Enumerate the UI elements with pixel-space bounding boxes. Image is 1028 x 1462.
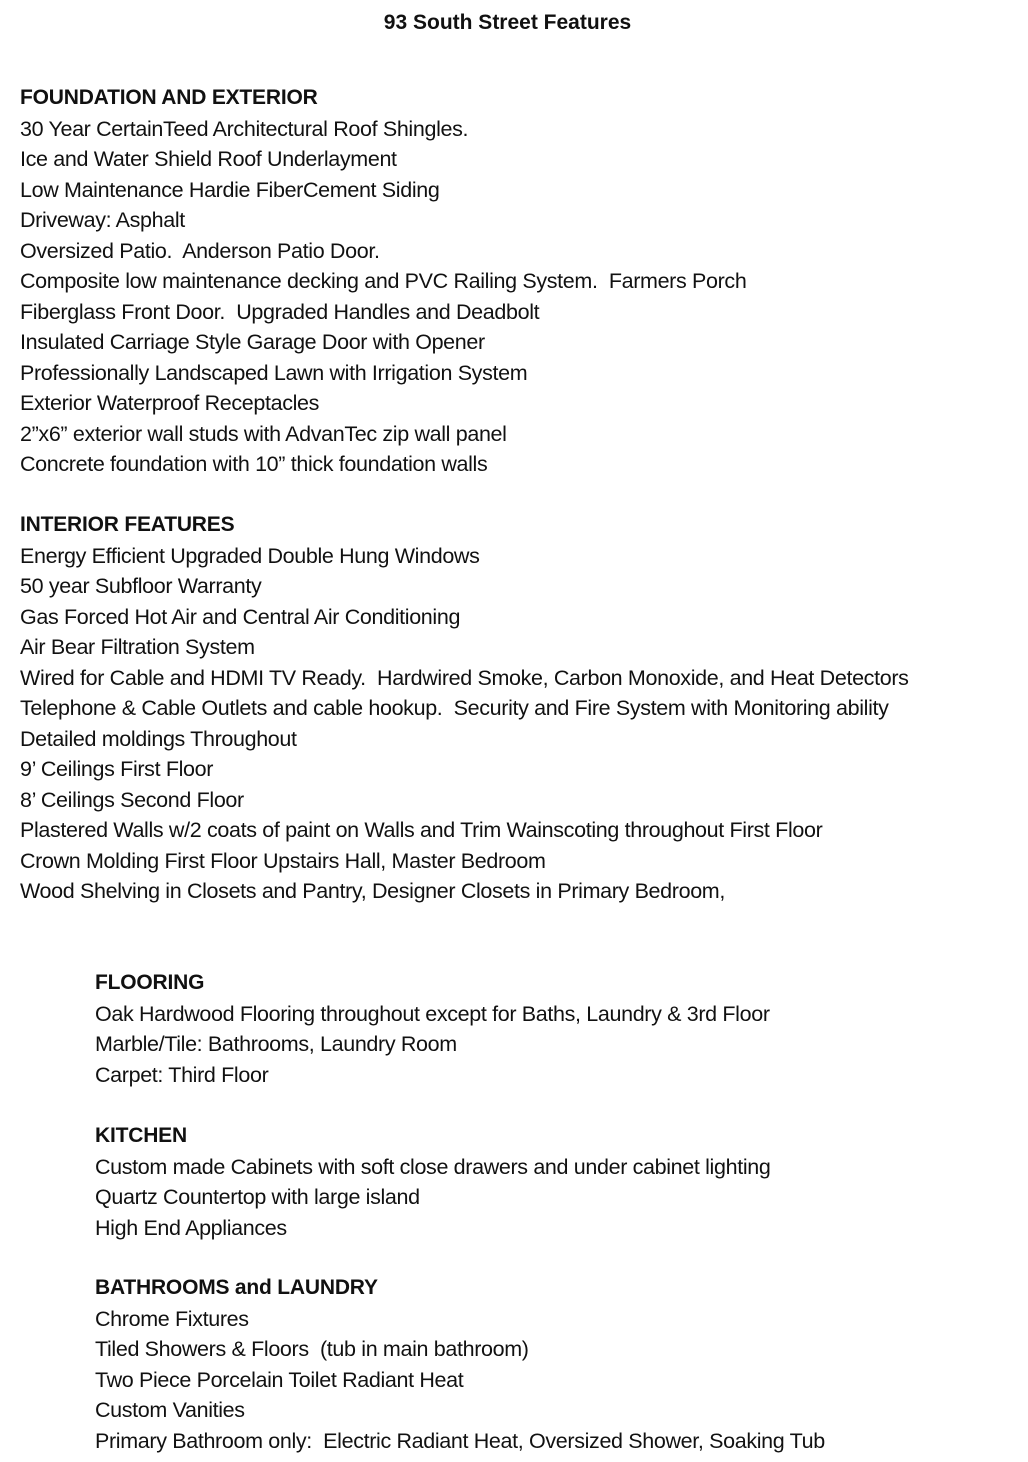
section-heading: BATHROOMS and LAUNDRY [95,1276,378,1299]
feature-item: 9’ Ceilings First Floor [20,757,214,781]
feature-item: 2”x6” exterior wall studs with AdvanTec zip wall panel [20,421,507,446]
feature-item: Wired for Cable and HDMI TV Ready. Hardwired Smoke, Carbon Monoxide, and Heat Detectors [20,665,909,690]
feature-item: 8’ Ceilings Second Floor [20,787,244,812]
feature-item: Professionally Landscaped Lawn with Irrigation System [20,360,528,385]
feature-item: Air Bear Filtration System [20,635,255,659]
feature-list [95,1152,770,1244]
section-kitchen [95,1121,770,1243]
feature-item: Ice and Water Shield Roof Underlayment [20,147,397,171]
feature-item: Telephone & Cable Outlets and cable hookup. Security and Fire System with Monitoring ability [20,696,889,720]
feature-item: Low Maintenance Hardie FiberCement Siding [20,177,440,202]
feature-list [20,114,746,480]
feature-list [95,999,770,1091]
section-heading: KITCHEN [95,1124,187,1147]
section-interior-features [20,510,909,907]
feature-item: Wood Shelving in Closets and Pantry, Designer Closets in Primary Bedroom, [20,879,725,903]
feature-item: Crown Molding First Floor Upstairs Hall, Master Bedroom [20,848,546,873]
feature-item: Plastered Walls w/2 coats of paint on Walls and Trim Wainscoting throughout First Floor [20,818,823,842]
feature-item: High End Appliances [95,1215,287,1240]
feature-list [20,541,909,907]
feature-item: Custom made Cabinets with soft close drawers and under cabinet lighting [95,1154,771,1179]
feature-item: 30 Year CertainTeed Architectural Roof Shingles. [20,116,469,141]
feature-item: Insulated Carriage Style Garage Door with Opener [20,330,485,354]
feature-item: Energy Efficient Upgraded Double Hung Windows [20,543,480,568]
feature-item: Custom Vanities [95,1398,245,1422]
feature-item: Quartz Countertop with large island [95,1185,420,1209]
feature-item: Composite low maintenance decking and PVC Railing System. Farmers Porch [20,269,747,293]
document-title: 93 South Street Features [383,11,632,34]
feature-item: Concrete foundation with 10” thick foundation walls [20,452,488,476]
feature-item: Chrome Fixtures [95,1306,249,1331]
feature-item: 50 year Subfloor Warranty [20,574,262,598]
feature-item: Exterior Waterproof Receptacles [20,391,320,415]
feature-item: Tiled Showers & Floors (tub in main bathroom) [95,1337,529,1361]
feature-item: Fiberglass Front Door. Upgraded Handles and Deadbolt [20,299,540,324]
feature-item: Two Piece Porcelain Toilet Radiant Heat [95,1367,464,1392]
feature-item: Gas Forced Hot Air and Central Air Conditioning [20,604,461,629]
feature-item: Detailed moldings Throughout [20,726,297,751]
feature-item: Oversized Patio. Anderson Patio Door. [20,238,380,263]
feature-item: Primary Bathroom only: Electric Radiant Heat, Oversized Shower, Soaking Tub [95,1428,825,1453]
section-heading: FOUNDATION AND EXTERIOR [20,86,318,109]
section-bathrooms-laundry [95,1273,825,1456]
feature-item: Driveway: Asphalt [20,208,185,232]
feature-item: Carpet: Third Floor [95,1062,269,1087]
section-heading: FLOORING [95,971,205,994]
feature-list [95,1304,825,1457]
feature-item: Oak Hardwood Flooring throughout except for Baths, Laundry & 3rd Floor [95,1001,770,1026]
feature-item: Marble/Tile: Bathrooms, Laundry Room [95,1032,457,1056]
section-foundation-exterior [20,83,746,480]
section-flooring [95,968,770,1090]
section-heading: INTERIOR FEATURES [20,513,235,536]
